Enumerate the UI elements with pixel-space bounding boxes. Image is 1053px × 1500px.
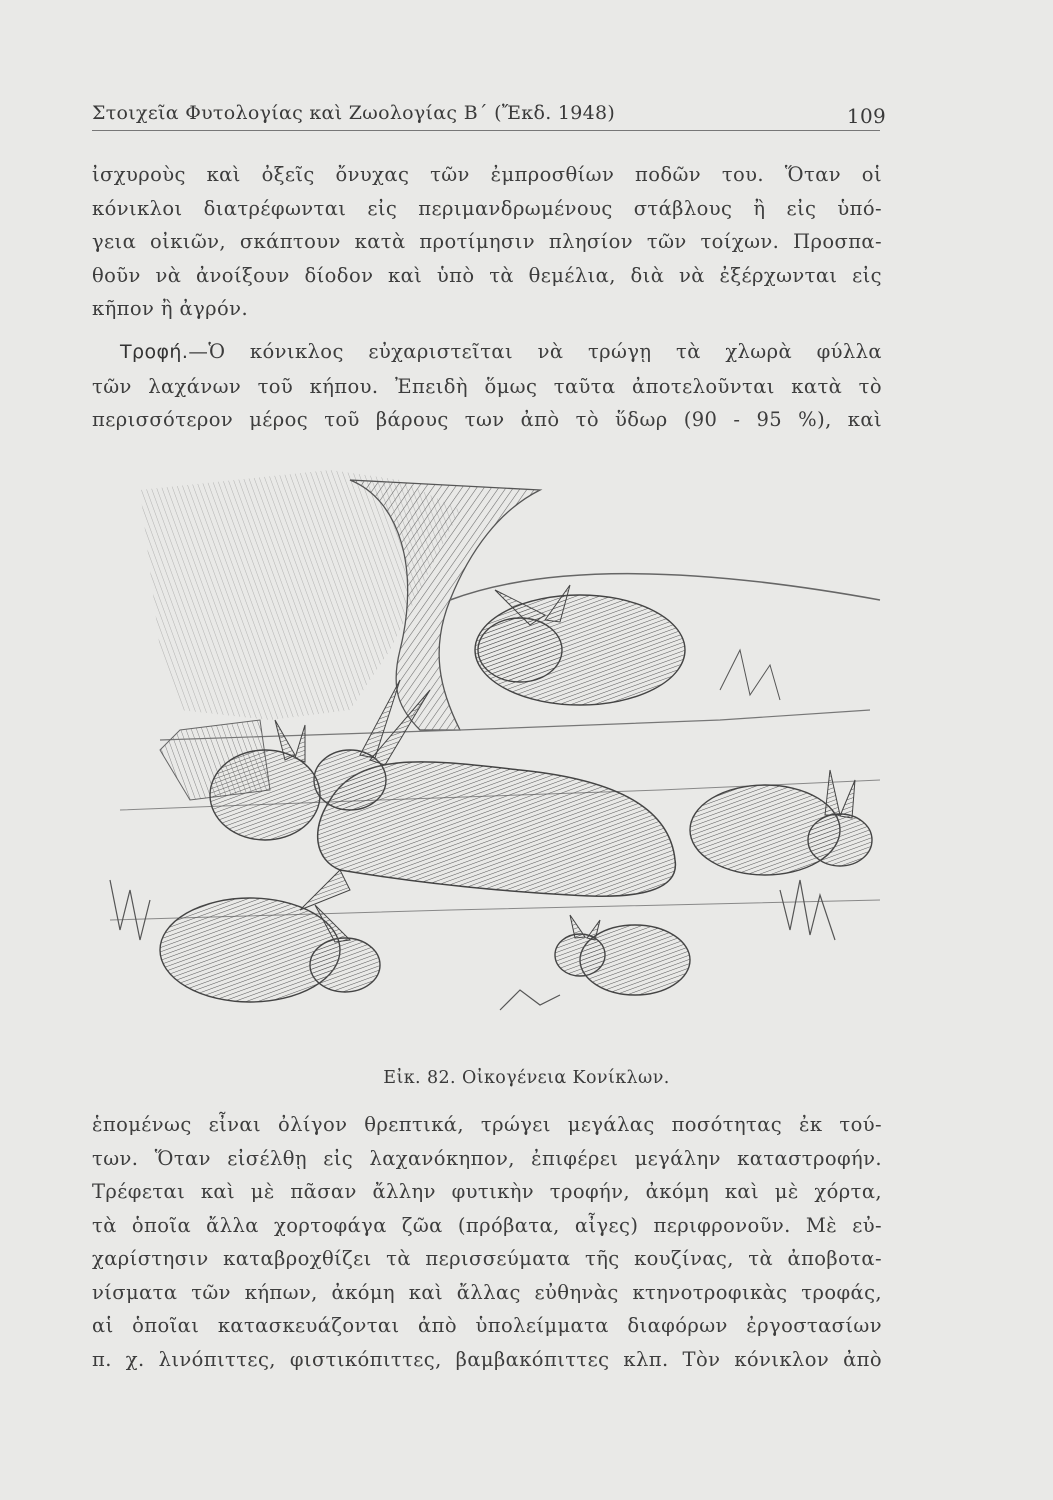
rabbit-family-illustration — [100, 450, 890, 1050]
text-line: περισσότερον μέρος τοῦ βάρους των ἀπὸ τὸ ὕδωρ (90 - 95 %), καὶ — [92, 408, 882, 431]
figure-caption: Εἰκ. 82. Οἰκογένεια Κονίκλων. — [383, 1068, 670, 1088]
text-line: κῆπον ἢ ἀγρόν. — [92, 297, 249, 320]
branch — [450, 574, 880, 600]
rabbit-right — [690, 770, 872, 875]
rabbit-top — [475, 585, 685, 705]
text-line: αἱ ὁποῖαι κατασκευάζονται ἀπὸ ὑπολείμματα διαφόρων ἐργοστασίων — [92, 1314, 882, 1337]
text-line: τὰ ὁποῖα ἄλλα χορτοφάγα ζῶα (πρόβατα, αἶγες) περιφρονοῦν. Μὲ εὐ- — [92, 1213, 882, 1237]
text-line: θοῦν νὰ ἀνοίξουν δίοδον καὶ ὑπὸ τὰ θεμέλια, διὰ νὰ ἐξέρχωνται εἰς — [92, 263, 882, 287]
text-line: Τρέφεται καὶ μὲ πᾶσαν ἄλλην φυτικὴν τροφήν, ἀκόμη καὶ μὲ χόρτα, — [92, 1180, 882, 1203]
text-line: ἑπομένως εἶναι ὀλίγον θρεπτικά, τρώγει μεγάλας ποσότητας ἐκ τού- — [92, 1113, 882, 1136]
text-line: ἰσχυροὺς καὶ ὀξεῖς ὄνυχας τῶν ἐμπροσθίων ποδῶν του. Ὅταν οἱ — [92, 163, 882, 186]
text-line: χαρίστησιν καταβροχθίζει τὰ περισσεύματα τῆς κουζίνας, τὰ ἀποβοτα- — [92, 1247, 882, 1270]
engraving-drawing — [100, 450, 890, 1050]
running-head — [92, 98, 886, 130]
rabbit-bottom-left — [160, 898, 380, 1002]
top-paragraph — [92, 158, 882, 326]
text-line: γεια οἰκιῶν, σκάπτουν κατὰ προτίμησιν πλησίον τῶν τοίχων. Προσπα- — [92, 230, 882, 253]
text-line: νίσματα τῶν κήπων, ἀκόμη καὶ ἄλλας εὐθηνὰς κτηνοτροφικὰς τροφάς, — [92, 1280, 882, 1304]
text-line: π. χ. λινόπιττες, φιστικόπιττες, βαμβακόπιττες κλπ. Τὸν κόνικλον ἀπὸ — [92, 1347, 882, 1371]
text-line: τῶν λαχάνων τοῦ κήπου. Ἐπειδὴ ὅμως ταῦτα ἀποτελοῦνται κατὰ τὸ — [92, 374, 882, 398]
text-line: των. Ὅταν εἰσέλθῃ εἰς λαχανόκηπον, ἐπιφέρει μεγάλην καταστροφήν. — [92, 1146, 882, 1170]
running-title: Στοιχεῖα Φυτολογίας καὶ Ζωολογίας Β΄ (Ἔκδ. 1948) — [92, 102, 616, 124]
bottom-paragraph — [92, 1108, 882, 1376]
header-rule — [92, 130, 880, 131]
section-heading: Τροφή. — [120, 341, 189, 363]
text-line: κόνικλοι διατρέφωνται εἰς περιμανδρωμένους στάβλους ἢ εἰς ὑπό- — [92, 196, 882, 220]
text-line — [92, 335, 882, 370]
rabbit-bottom-center — [555, 915, 690, 995]
text-line-run: —Ὁ κόνικλος εὐχαριστεῖται νὰ τρώγῃ τὰ χλωρὰ φύλλα — [188, 340, 882, 363]
hare-center — [300, 680, 675, 910]
food-paragraph — [92, 335, 882, 437]
page-number: 109 — [846, 104, 886, 128]
